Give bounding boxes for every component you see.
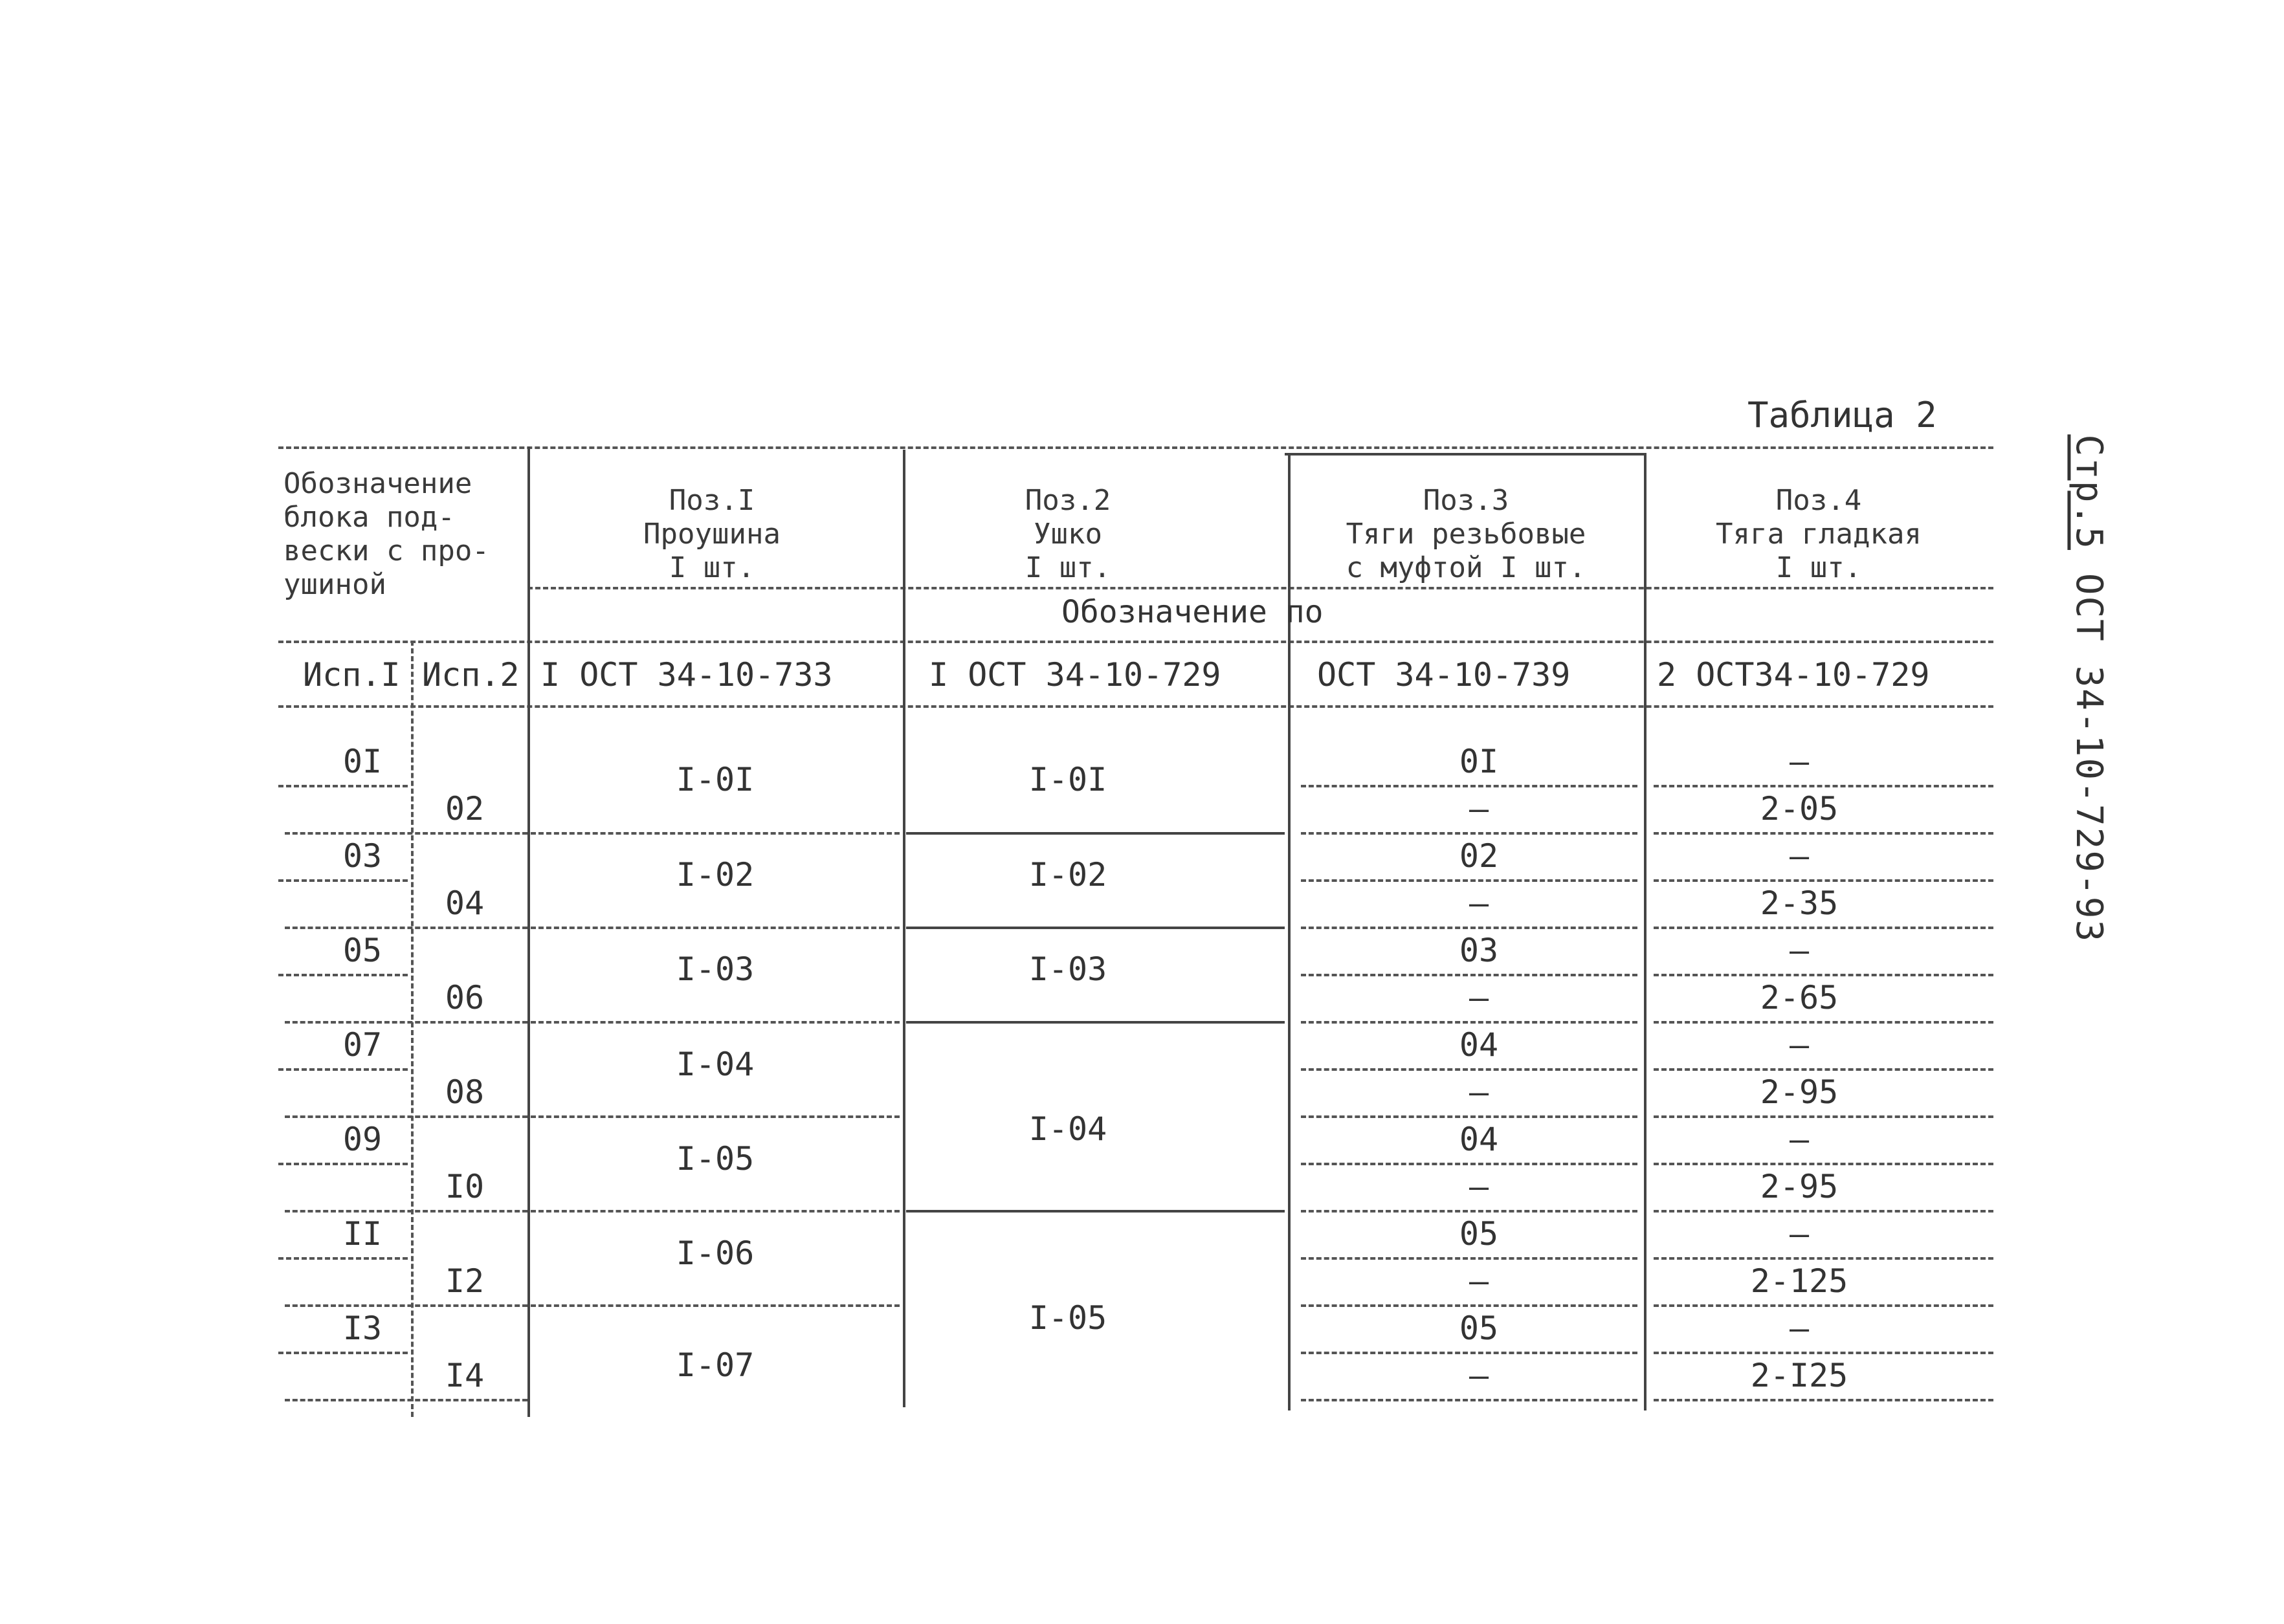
pos1-cell: I-05 (676, 1140, 755, 1178)
row-pos3: 03 (1459, 932, 1499, 969)
header-std4: 2 ОСТ34-10-729 (1657, 656, 1930, 694)
group-divider-pos1 (531, 1210, 900, 1213)
header-std2: I ОСТ 34-10-729 (929, 656, 1221, 694)
row-divider-pos3 (1301, 1115, 1637, 1118)
row-divider-pos4 (1654, 1068, 1993, 1071)
row-divider-isp1 (278, 974, 408, 976)
header-pos1: Поз.I Проушина I шт. (643, 484, 781, 584)
group-divider-pos2 (906, 927, 1285, 929)
row-pos4: — (1789, 743, 1810, 780)
col-border-pos2 (903, 450, 905, 1407)
row-divider-isp1 (278, 1352, 408, 1354)
row-isp1: 09 (342, 1121, 383, 1158)
row-pos4: — (1789, 1215, 1810, 1253)
row-isp2: I0 (445, 1168, 485, 1205)
row-isp2: 04 (445, 884, 485, 922)
row-divider-pos3 (1301, 1163, 1637, 1165)
row-pos4: — (1789, 837, 1810, 875)
row-divider-isp1 (278, 1163, 408, 1165)
row-divider-pos4 (1654, 832, 1993, 835)
pos1-cell: I-0I (676, 761, 755, 798)
row-isp2: 02 (445, 790, 485, 828)
row-divider-pos3 (1301, 1304, 1637, 1307)
row-divider-pos4 (1654, 1304, 1993, 1307)
row-pos3: — (1469, 790, 1489, 828)
group-divider-pos1 (531, 927, 900, 929)
row-pos3: — (1469, 1262, 1489, 1300)
row-divider-isp1 (278, 879, 408, 882)
table-top-border (278, 446, 1993, 449)
row-pos4: 2-I25 (1750, 1357, 1848, 1394)
col-border-pos4 (1644, 453, 1646, 1410)
row-divider-isp1 (278, 1068, 408, 1071)
row-divider-isp2 (285, 1399, 527, 1401)
group-divider-pos1 (531, 1304, 900, 1307)
row-isp2: 08 (445, 1073, 485, 1111)
pos1-cell: I-06 (676, 1234, 755, 1272)
row-pos4: 2-35 (1760, 884, 1839, 922)
pos1-cell: I-03 (676, 950, 755, 988)
row-pos3: 05 (1459, 1215, 1499, 1253)
row-isp1: 05 (342, 932, 383, 969)
row-divider-pos3 (1301, 927, 1637, 929)
row-pos4: — (1789, 932, 1810, 969)
row-divider-pos3 (1301, 1068, 1637, 1071)
page-side-label (2068, 388, 2152, 943)
row-divider-pos3 (1301, 879, 1637, 882)
row-divider-pos3 (1301, 974, 1637, 976)
col-border-block (527, 446, 530, 1417)
group-divider-pos2 (906, 1210, 1285, 1213)
row-pos4: 2-125 (1750, 1262, 1848, 1300)
row-pos3: — (1469, 884, 1489, 922)
row-divider-isp2 (285, 1210, 527, 1213)
row-isp2: 06 (445, 979, 485, 1016)
row-isp2: I4 (445, 1357, 485, 1394)
header-std1: I ОСТ 34-10-733 (540, 656, 833, 694)
group-divider-pos2 (906, 832, 1285, 835)
row-divider-pos4 (1654, 1210, 1993, 1213)
row-pos3: — (1469, 1168, 1489, 1205)
header-block-label: Обозначение блока под- вески с про- ушиной (283, 467, 489, 601)
row-divider-pos4 (1654, 974, 1993, 976)
row-pos4: — (1789, 1026, 1810, 1064)
group-divider-pos1 (531, 1115, 900, 1118)
row-divider-pos3 (1301, 1210, 1637, 1213)
group-divider-pos2 (906, 1021, 1285, 1024)
pos1-cell: I-07 (676, 1346, 755, 1384)
pos2-cell: I-0I (1028, 761, 1107, 798)
row-divider-pos3 (1301, 1352, 1637, 1354)
table-caption: Таблица 2 (1747, 395, 1937, 435)
row-pos3: 0I (1459, 743, 1499, 780)
header-pos2: Поз.2 Ушко I шт. (1025, 484, 1111, 584)
row-divider-pos4 (1654, 785, 1993, 787)
row-divider-isp2 (285, 1304, 527, 1307)
header-isp2: Исп.2 (422, 656, 520, 694)
row-divider-pos4 (1654, 1399, 1993, 1401)
row-pos3: 05 (1459, 1310, 1499, 1347)
row-divider-pos4 (1654, 1115, 1993, 1118)
row-isp1: 0I (342, 743, 383, 780)
row-isp2: I2 (445, 1262, 485, 1300)
row-isp1: I3 (342, 1310, 383, 1347)
col-border-isp (411, 641, 414, 1417)
document-code: ОСТ 34-10-729-93 (2068, 573, 2110, 943)
row-pos3: — (1469, 1073, 1489, 1111)
pos1-cell: I-02 (676, 856, 755, 894)
row-divider-pos3 (1301, 785, 1637, 787)
standards-divider (278, 705, 1993, 708)
row-divider-pos3 (1301, 832, 1637, 835)
group-divider-pos1 (531, 832, 900, 835)
row-divider-pos4 (1654, 1163, 1993, 1165)
designation-divider (278, 641, 1993, 643)
group-divider-pos1 (531, 1021, 900, 1024)
header-isp1: Исп.I (303, 656, 401, 694)
row-pos4: — (1789, 1121, 1810, 1158)
row-isp1: 03 (342, 837, 383, 875)
header-divider (527, 587, 1993, 589)
row-divider-pos4 (1654, 1257, 1993, 1260)
header-std3: ОСТ 34-10-739 (1317, 656, 1571, 694)
row-isp1: 07 (342, 1026, 383, 1064)
row-pos4: 2-65 (1760, 979, 1839, 1016)
row-divider-isp1 (278, 1257, 408, 1260)
row-pos3: 02 (1459, 837, 1499, 875)
row-divider-isp1 (278, 785, 408, 787)
pos1-cell: I-04 (676, 1046, 755, 1083)
header-designation-by: Обозначение по (1061, 594, 1324, 630)
row-divider-pos3 (1301, 1399, 1637, 1401)
pos2-cell: I-05 (1028, 1299, 1107, 1337)
row-pos4: 2-95 (1760, 1073, 1839, 1111)
row-pos3: — (1469, 979, 1489, 1016)
header-pos4: Поз.4 Тяга гладкая I шт. (1716, 484, 1922, 584)
pos2-cell: I-02 (1028, 856, 1107, 894)
row-divider-pos4 (1654, 927, 1993, 929)
row-divider-isp2 (285, 832, 527, 835)
row-divider-pos4 (1654, 879, 1993, 882)
row-divider-pos3 (1301, 1257, 1637, 1260)
page-number: Стр.5 (2068, 434, 2110, 551)
row-pos4: 2-05 (1760, 790, 1839, 828)
row-pos3: — (1469, 1357, 1489, 1394)
row-divider-isp2 (285, 1021, 527, 1024)
row-divider-pos4 (1654, 1352, 1993, 1354)
row-divider-pos4 (1654, 1021, 1993, 1024)
row-divider-pos3 (1301, 1021, 1637, 1024)
row-divider-isp2 (285, 927, 527, 929)
header-pos3: Поз.3 Тяги резьбовые с муфтой I шт. (1346, 484, 1586, 584)
row-pos3: 04 (1459, 1121, 1499, 1158)
row-isp1: II (342, 1215, 383, 1253)
pos2-cell: I-03 (1028, 950, 1107, 988)
pos2-cell: I-04 (1028, 1110, 1107, 1148)
row-divider-isp2 (285, 1115, 527, 1118)
pos3-header-top (1285, 453, 1644, 455)
row-pos3: 04 (1459, 1026, 1499, 1064)
row-pos4: 2-95 (1760, 1168, 1839, 1205)
row-pos4: — (1789, 1310, 1810, 1347)
